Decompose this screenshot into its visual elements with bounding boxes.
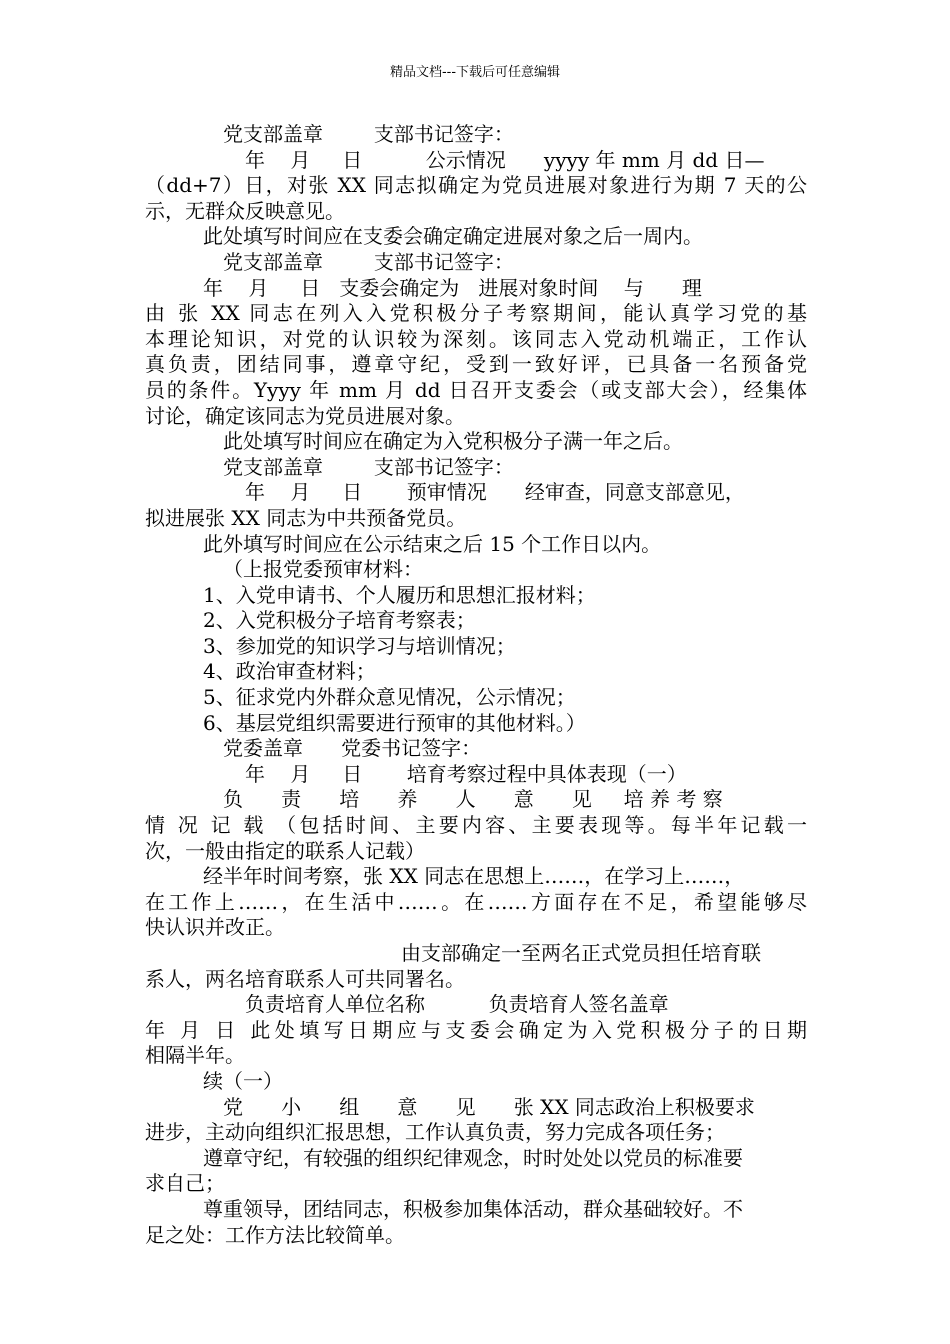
list-item: 6、基层党组织需要进行预审的其他材料。） [203,710,586,735]
list-item: 5、征求党内外群众意见情况，公示情况； [203,685,576,710]
note-line: 此处填写时间应在支委会确定确定进展对象之后一周内。 [203,224,703,249]
responsible-signature-line: 负责培育人单位名称 负责培育人签名盖章 [245,992,669,1017]
seal-signature-line: 党支部盖章 支部书记签字： [223,122,514,146]
list-item: 3、参加党的知识学习与培训情况； [203,633,516,658]
list-item: 1、入党申请书、个人履历和思想汇报材料； [203,582,596,607]
paragraph-line: 讨论，确定该同志为党员进展对象。 [145,403,465,428]
paragraph-line: 足之处：工作方法比较简单。 [145,1222,405,1247]
paragraph-line: 尊重领导，团结同志，积极参加集体活动，群众基础较好。不 [203,1196,743,1221]
page-header: 精品文档---下载后可任意编辑 [389,65,561,80]
list-item: 4、政治审查材料； [203,659,376,684]
paragraph-line: 由 张 XX 同志在列入入党积极分子考察期间，能认真学习党的基 [145,301,807,326]
document-body [145,122,807,1248]
paragraph-line: 次，一般由指定的联系人记载） [145,838,425,863]
paragraph-line: 在工作上……，在生活中……。在……方面存在不足，希望能够尽 [145,889,807,914]
list-item: 2、入党积极分子培育考察表； [203,608,476,633]
date-committee-line: 年 月 日 支委会确定为 进展对象时间 与 理 [203,275,702,300]
date-review-line: 年 月 日 预审情况 经审查，同意支部意见， [245,480,745,505]
paragraph-line: 真负责，团结同事，遵章守纪，受到一致好评，已具备一名预备党 [145,352,807,377]
paragraph-line: 员的条件。Yyyy 年 mm 月 dd 日召开支委会（或支部大会），经集体 [145,377,807,402]
seal-signature-line: 党支部盖章 支部书记签字： [223,454,514,479]
note-line: 系人，两名培育联系人可共同署名。 [145,966,465,991]
section-title-line: 负 责 培 养 人 意 见 培 养 考 察 [223,787,723,812]
paragraph-line: 求自己； [145,1171,225,1196]
paragraph-line: 经半年时间考察，张 XX 同志在思想上……，在学习上……， [203,864,745,889]
paragraph-line: 情 况 记 载 （包括时间、主要内容、主要表现等。每半年记载一 [145,813,807,838]
note-line: 由支部确定一至两名正式党员担任培育联 [401,941,761,965]
date-section-line: 年 月 日 培育考察过程中具体表现（一） [245,761,687,786]
paragraph-line: 遵章守纪，有较强的组织纪律观念，时时处处以党员的标准要 [203,1145,743,1170]
paragraph-line: （dd+7）日，对张 XX 同志拟确定为党员进展对象进行为期 7 天的公 [145,173,807,198]
note-line: 此处填写时间应在确定为入党积极分子满一年之后。 [223,429,683,454]
paragraph-line: 示，无群众反映意见。 [145,198,345,223]
note-line: 此外填写时间应在公示结束之后 15 个工作日以内。 [203,531,662,556]
date-note-line: 年 月 日 此处填写日期应与支委会确定为入党积极分子的日期 [145,1017,807,1042]
list-heading: （上报党委预审材料： [223,557,423,582]
seal-signature-line: 党支部盖章 支部书记签字： [223,249,514,274]
paragraph-line: 快认识并改正。 [145,915,285,940]
paragraph-line: 本理论知识，对党的认识较为深刻。该同志入党动机端正，工作认 [145,326,807,351]
paragraph-line: 拟进展张 XX 同志为中共预备党员。 [145,505,467,530]
section-title-line: 党 小 组 意 见 张 XX 同志政治上积极要求 [223,1094,755,1119]
date-note-line: 相隔半年。 [145,1043,245,1068]
date-publicity-line: 年 月 日 公示情况 yyyy 年 mm 月 dd 日— [245,147,765,172]
seal-signature-line: 党委盖章 党委书记签字： [223,736,482,761]
continued-heading: 续（一） [203,1068,283,1093]
paragraph-line: 进步，主动向组织汇报思想，工作认真负责，努力完成各项任务； [145,1120,725,1145]
